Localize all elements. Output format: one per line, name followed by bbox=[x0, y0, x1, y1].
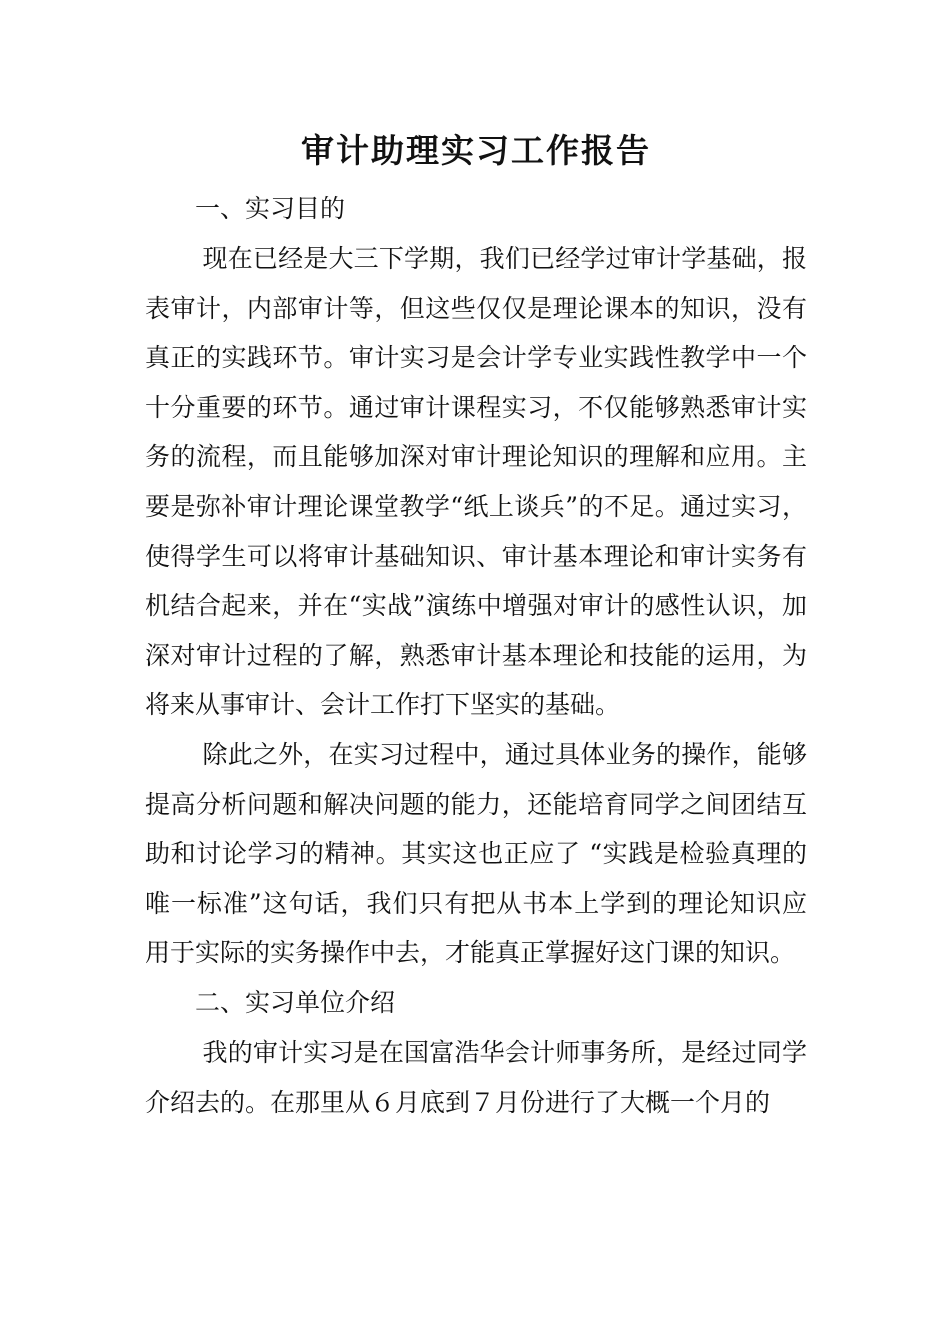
section-heading-purpose: 一、实习目的 bbox=[195, 194, 346, 223]
section-heading-unit: 二、实习单位介绍 bbox=[195, 987, 396, 1017]
paragraph-unit-1: 我的审计实习是在国富浩华会计师事务所，是经过同学介绍去的。在那里从６月底到７月份进行了大概一个月的 bbox=[145, 1037, 807, 1117]
document-title: 审计助理实习工作报告 bbox=[301, 131, 651, 170]
paragraph-purpose-1: 现在已经是大三下学期，我们已经学过审计学基础，报表审计，内部审计等，但这些仅仅是理论课本的知识，没有真正的实践环节。审计实习是会计学专业实践性教学中一个十分重要的环节。通过审计课程实习，不仅能够熟悉审计实务的流程，而且能够加深对审计理论知识的理解和应用。主要是弥补审计理论课堂教学“纸上谈兵”的不足。通过实习，使得学生可以将审计基础知识、审计基本理论和审计实务有机结合起来，并在“实战”演练中增强对审计的感性认识，加深对审计过程的了解，熟悉审计基本理论和技能的运用，为将来从事审计、会计工作打下坚实的基础。 bbox=[145, 244, 807, 720]
paragraph-purpose-2: 除此之外，在实习过程中，通过具体业务的操作，能够提高分析问题和解决问题的能力，还能培育同学之间团结互助和讨论学习的精神。其实这也正应了 “实践是检验真理的唯一标准”这句话，我们只有把从书本上学到的理论知识应用于实际的实务操作中去，才能真正掌握好这门课的知识。 bbox=[145, 739, 807, 968]
document-body bbox=[145, 118, 807, 1127]
